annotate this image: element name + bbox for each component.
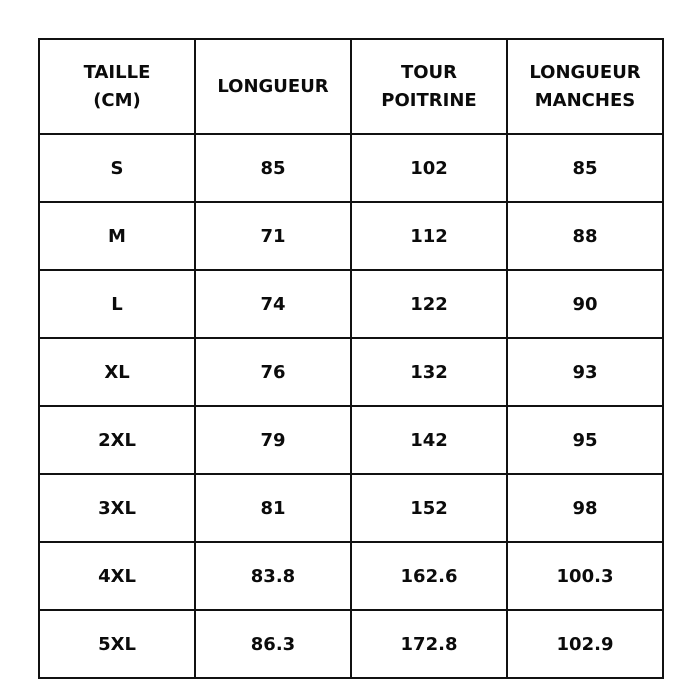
- chest-cell: 162.6: [351, 542, 507, 610]
- sleeve-cell: 100.3: [507, 542, 663, 610]
- header-length: [195, 39, 351, 134]
- table-row: [39, 474, 663, 542]
- header-chest-line1: TOUR: [400, 61, 458, 83]
- sleeve-cell: 88: [507, 202, 663, 270]
- table-row: [39, 610, 663, 678]
- sleeve-cell: 85: [507, 134, 663, 202]
- table-row: [39, 270, 663, 338]
- chest-cell: 122: [351, 270, 507, 338]
- header-sleeve-line1: LONGUEUR: [529, 61, 641, 83]
- chest-cell: 142: [351, 406, 507, 474]
- length-cell: 76: [195, 338, 351, 406]
- sleeve-cell: 90: [507, 270, 663, 338]
- header-sleeve-line2: MANCHES: [534, 89, 636, 111]
- size-cell: XL: [39, 338, 195, 406]
- length-cell: 86.3: [195, 610, 351, 678]
- table-row: [39, 542, 663, 610]
- size-chart-table: [38, 38, 664, 679]
- header-row: [39, 39, 663, 134]
- size-cell: L: [39, 270, 195, 338]
- sleeve-cell: 95: [507, 406, 663, 474]
- length-cell: 83.8: [195, 542, 351, 610]
- table-row: [39, 338, 663, 406]
- length-cell: 79: [195, 406, 351, 474]
- table-row: [39, 134, 663, 202]
- chest-cell: 102: [351, 134, 507, 202]
- size-cell: S: [39, 134, 195, 202]
- size-cell: 5XL: [39, 610, 195, 678]
- size-cell: 3XL: [39, 474, 195, 542]
- chest-cell: 132: [351, 338, 507, 406]
- sleeve-cell: 93: [507, 338, 663, 406]
- sleeve-cell: 98: [507, 474, 663, 542]
- header-chest-line2: POITRINE: [381, 89, 477, 111]
- length-cell: 71: [195, 202, 351, 270]
- table-row: [39, 202, 663, 270]
- header-length-line1: LONGUEUR: [217, 75, 329, 97]
- header-sleeve-length: [507, 39, 663, 134]
- sleeve-cell: 102.9: [507, 610, 663, 678]
- chest-cell: 152: [351, 474, 507, 542]
- header-size: [39, 39, 195, 134]
- chest-cell: 112: [351, 202, 507, 270]
- length-cell: 81: [195, 474, 351, 542]
- chest-cell: 172.8: [351, 610, 507, 678]
- size-cell: M: [39, 202, 195, 270]
- length-cell: 85: [195, 134, 351, 202]
- header-chest: [351, 39, 507, 134]
- size-cell: 4XL: [39, 542, 195, 610]
- table-row: [39, 406, 663, 474]
- header-size-line2: (CM): [93, 89, 141, 111]
- size-cell: 2XL: [39, 406, 195, 474]
- length-cell: 74: [195, 270, 351, 338]
- header-size-line1: TAILLE: [83, 61, 151, 83]
